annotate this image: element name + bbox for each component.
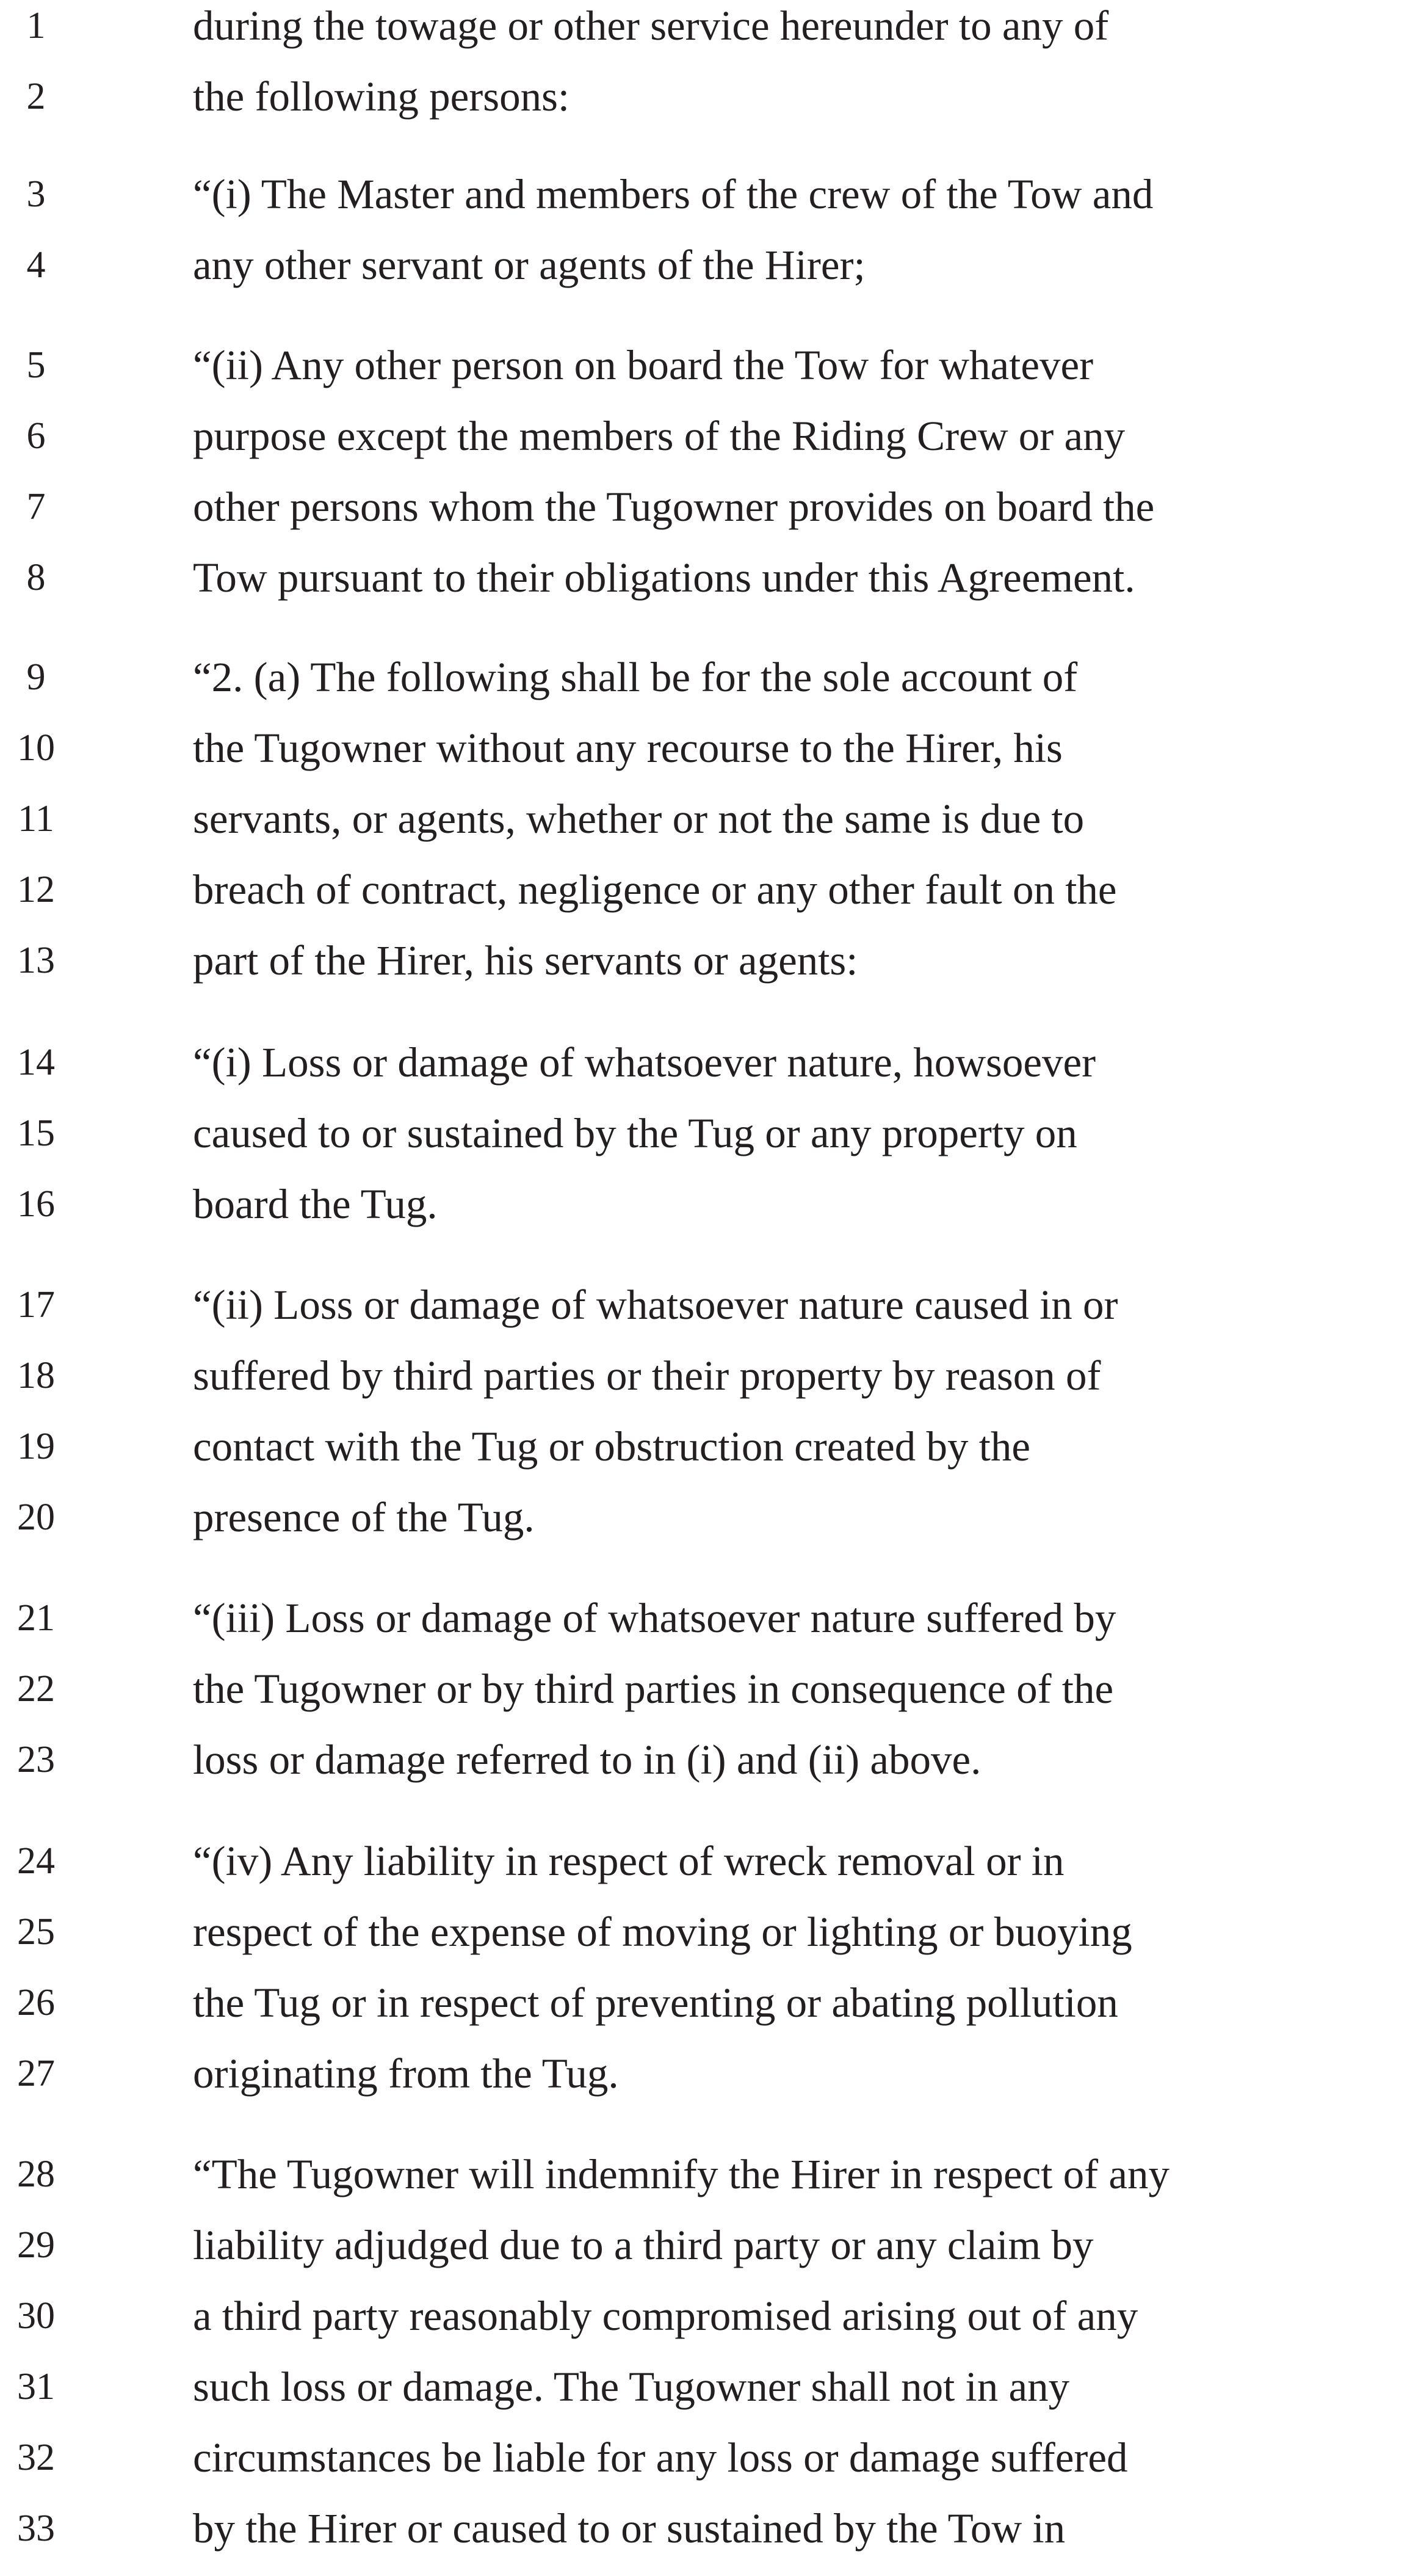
line-number: 2 — [26, 76, 46, 117]
line-text: board the Tug. — [193, 1181, 438, 1227]
line-number: 17 — [17, 1284, 55, 1326]
line-number: 33 — [17, 2508, 55, 2549]
line-number: 9 — [26, 656, 46, 698]
text-line — [0, 1039, 1410, 1110]
text-line — [0, 2050, 1410, 2121]
text-line — [0, 2151, 1410, 2222]
line-text: circumstances be liable for any loss or damage suffered — [193, 2434, 1128, 2481]
line-text: the Tug or in respect of preventing or abating pollution — [193, 1979, 1118, 2026]
line-number: 11 — [18, 798, 54, 840]
line-number: 22 — [17, 1668, 55, 1710]
line-text: suffered by third parties or their property by reason of — [193, 1352, 1101, 1399]
text-line — [0, 2293, 1410, 2364]
line-text: part of the Hirer, his servants or agents: — [193, 937, 858, 984]
line-text: respect of the expense of moving or lighting or buoying — [193, 1909, 1132, 1955]
line-number: 1 — [26, 5, 46, 46]
text-line — [0, 413, 1410, 484]
line-text: other persons whom the Tugowner provides on board the — [193, 484, 1155, 530]
text-line — [0, 171, 1410, 242]
line-text: the Tugowner or by third parties in consequence of the — [193, 1666, 1114, 1712]
line-text: servants, or agents, whether or not the same is due to — [193, 796, 1085, 842]
line-number: 8 — [26, 557, 46, 598]
text-line — [0, 1666, 1410, 1736]
paragraph — [0, 171, 1410, 313]
line-number: 7 — [26, 486, 46, 528]
text-line — [0, 1979, 1410, 2050]
line-number: 6 — [26, 415, 46, 457]
line-text: such loss or damage. The Tugowner shall not in any — [193, 2364, 1070, 2410]
paragraph — [0, 654, 1410, 1008]
line-number: 18 — [17, 1355, 55, 1396]
line-text: “(ii) Loss or damage of whatsoever nature caused in or — [193, 1282, 1118, 1328]
paragraph — [0, 1595, 1410, 1807]
text-line — [0, 937, 1410, 1008]
line-number: 23 — [17, 1739, 55, 1780]
line-number: 30 — [17, 2295, 55, 2337]
line-text: “The Tugowner will indemnify the Hirer in respect of any — [193, 2151, 1170, 2197]
text-line — [0, 484, 1410, 554]
line-text: presence of the Tug. — [193, 1494, 535, 1540]
text-line — [0, 242, 1410, 313]
text-line — [0, 866, 1410, 937]
line-text: during the towage or other service hereunder to any of — [193, 2, 1109, 49]
line-text: loss or damage referred to in (i) and (ii) above. — [193, 1736, 982, 1783]
line-text: “(iii) Loss or damage of whatsoever nature suffered by — [193, 1595, 1116, 1641]
text-line — [0, 2505, 1410, 2576]
text-line — [0, 1181, 1410, 1252]
text-line — [0, 2222, 1410, 2293]
line-number: 12 — [17, 869, 55, 910]
text-line — [0, 1423, 1410, 1494]
line-number: 31 — [17, 2366, 55, 2407]
text-line — [0, 1282, 1410, 1352]
text-line — [0, 1595, 1410, 1666]
text-line — [0, 342, 1410, 413]
line-number: 26 — [17, 1982, 55, 2023]
paragraph — [0, 1039, 1410, 1252]
line-text: the Tugowner without any recourse to the Hirer, his — [193, 725, 1063, 771]
line-number: 14 — [17, 1042, 55, 1083]
text-line — [0, 1838, 1410, 1909]
line-text: liability adjudged due to a third party or any claim by — [193, 2222, 1094, 2268]
line-text: contact with the Tug or obstruction created by the — [193, 1423, 1031, 1470]
text-line — [0, 2, 1410, 73]
line-text: by the Hirer or caused to or sustained by the Tow in — [193, 2505, 1066, 2552]
text-line — [0, 2434, 1410, 2505]
text-line — [0, 1110, 1410, 1181]
line-number: 32 — [17, 2437, 55, 2478]
line-text: originating from the Tug. — [193, 2050, 619, 2097]
text-line — [0, 1494, 1410, 1565]
line-number: 28 — [17, 2153, 55, 2195]
text-line — [0, 554, 1410, 625]
paragraph — [0, 2151, 1410, 2576]
paragraph — [0, 1282, 1410, 1565]
line-text: “(i) Loss or damage of whatsoever nature, howsoever — [193, 1039, 1096, 1086]
line-text: Tow pursuant to their obligations under this Agreement. — [193, 554, 1135, 601]
line-number: 25 — [17, 1911, 55, 1953]
line-number: 27 — [17, 2053, 55, 2094]
paragraph — [0, 2, 1410, 144]
line-number: 3 — [26, 173, 46, 215]
text-line — [0, 1352, 1410, 1423]
line-text: caused to or sustained by the Tug or any property on — [193, 1110, 1077, 1156]
line-text: “2. (a) The following shall be for the sole account of — [193, 654, 1078, 700]
line-number: 4 — [26, 244, 46, 286]
text-line — [0, 1909, 1410, 1979]
line-number: 13 — [17, 940, 55, 981]
line-text: breach of contract, negligence or any other fault on the — [193, 866, 1117, 913]
paragraph — [0, 342, 1410, 625]
line-text: any other servant or agents of the Hirer; — [193, 242, 866, 288]
paragraph — [0, 1838, 1410, 2121]
text-line — [0, 2364, 1410, 2434]
line-number: 29 — [17, 2224, 55, 2266]
text-line — [0, 73, 1410, 144]
line-text: purpose except the members of the Riding Crew or any — [193, 413, 1126, 459]
line-text: “(ii) Any other person on board the Tow for whatever — [193, 342, 1094, 388]
line-number: 10 — [17, 727, 55, 769]
line-text: a third party reasonably compromised arising out of any — [193, 2293, 1138, 2339]
text-line — [0, 654, 1410, 725]
line-number: 19 — [17, 1426, 55, 1467]
line-text: “(i) The Master and members of the crew of the Tow and — [193, 171, 1154, 217]
line-text: “(iv) Any liability in respect of wreck removal or in — [193, 1838, 1065, 1884]
line-number: 20 — [17, 1497, 55, 1538]
text-line — [0, 796, 1410, 866]
line-text: the following persons: — [193, 73, 570, 120]
text-line — [0, 1736, 1410, 1807]
line-number: 24 — [17, 1840, 55, 1882]
line-number: 16 — [17, 1183, 55, 1225]
line-number: 5 — [26, 344, 46, 386]
line-number: 15 — [17, 1112, 55, 1154]
text-line — [0, 725, 1410, 796]
line-number: 21 — [17, 1597, 55, 1639]
